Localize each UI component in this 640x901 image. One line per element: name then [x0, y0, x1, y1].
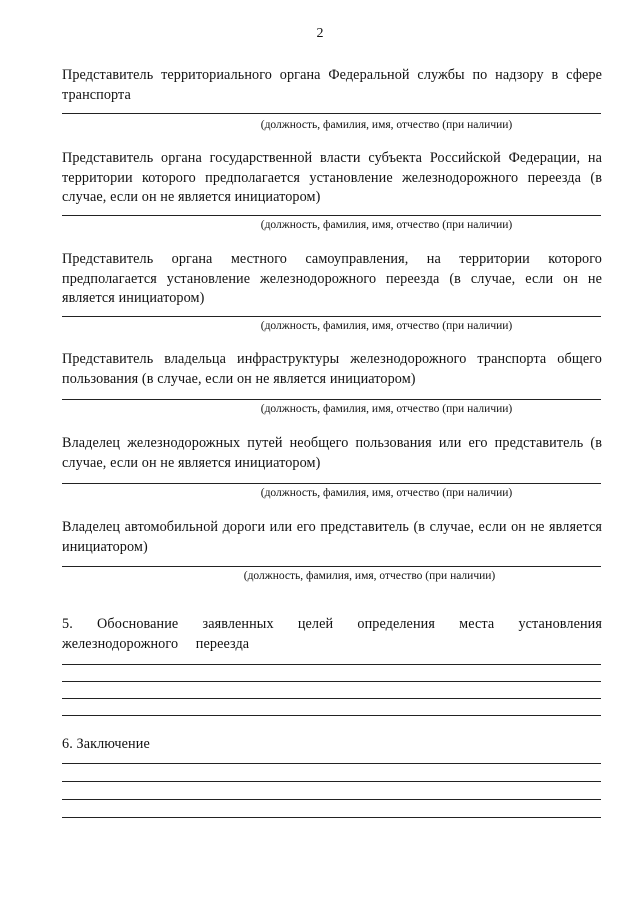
section-6-line-3	[62, 799, 601, 800]
section-6-line-4	[62, 817, 601, 818]
signatory-regional-authority: Представитель органа государственной власти субъекта Российской Федерации, на территории которого предполагается установление железнодорожного переезда (в случае, если он не является инициатором)	[62, 150, 602, 205]
signature-line	[62, 483, 601, 484]
section-6-line-1	[62, 763, 601, 764]
page-number: 2	[316, 26, 324, 41]
signatory-territorial-body: Представитель территориального органа Федеральной службы по надзору в сфере транспорта	[62, 67, 602, 103]
section-5-line-4	[62, 715, 601, 716]
signature-line	[62, 566, 601, 567]
signatory-road-owner: Владелец автомобильной дороги или его представитель (в случае, если он не является инициатором)	[62, 519, 602, 555]
section-5-line-2	[62, 681, 601, 682]
signature-caption: (должность, фамилия, имя, отчество (при наличии)	[260, 219, 513, 231]
section-5-line-3	[62, 698, 601, 699]
section-6-conclusion: 6. Заключение	[62, 736, 150, 752]
signature-line	[62, 113, 601, 114]
signature-line	[62, 316, 601, 317]
signature-line	[62, 399, 601, 400]
signature-caption: (должность, фамилия, имя, отчество (при наличии)	[243, 570, 496, 582]
signatory-infrastructure-owner: Представитель владельца инфраструктуры железнодорожного транспорта общего пользования (в случае, если он не является инициатором)	[62, 351, 602, 387]
signatory-local-government: Представитель органа местного самоуправления, на территории которого предполагается установление железнодорожного переезда (в случае, если он не является инициатором)	[62, 251, 602, 306]
section-5-justification: 5. Обоснование заявленных целей определения места установления железнодорожного переезда	[62, 616, 602, 652]
signature-caption: (должность, фамилия, имя, отчество (при наличии)	[260, 487, 513, 499]
signature-caption: (должность, фамилия, имя, отчество (при наличии)	[260, 403, 513, 415]
signature-caption: (должность, фамилия, имя, отчество (при наличии)	[260, 320, 513, 332]
signature-caption: (должность, фамилия, имя, отчество (при наличии)	[260, 119, 513, 131]
section-6-line-2	[62, 781, 601, 782]
signature-line	[62, 215, 601, 216]
signatory-private-track-owner: Владелец железнодорожных путей необщего пользования или его представитель (в случае, если он не является инициатором)	[62, 435, 602, 471]
section-5-line-1	[62, 664, 601, 665]
